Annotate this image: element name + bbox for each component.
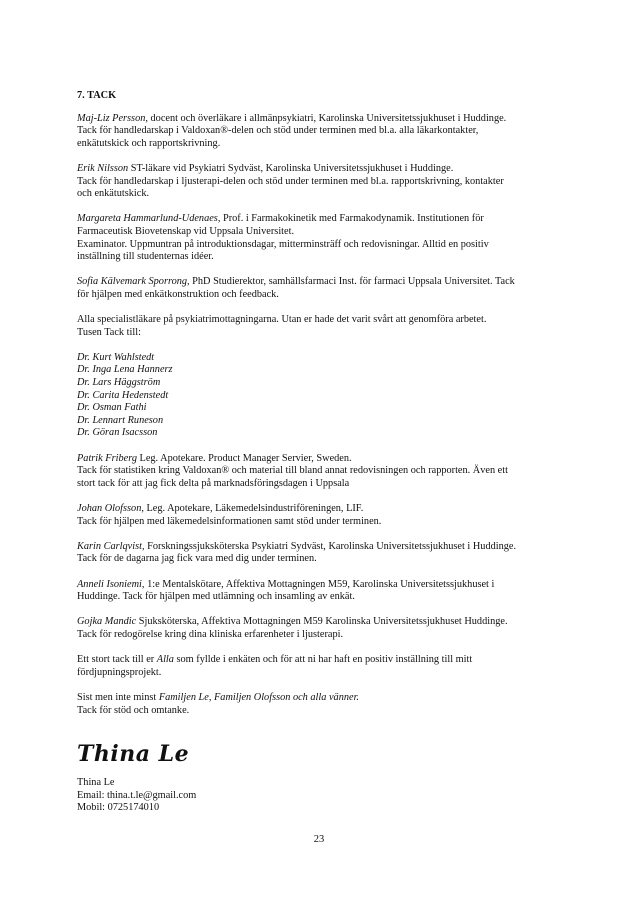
ack-text: Examinator. Uppmuntran på introduktionsdagar, mitterminsträff och redovisningar. Alltid en positiv — [77, 238, 489, 250]
person-title: Leg. Apotekare. Product Manager Servier, Sweden. — [136, 452, 352, 464]
doctor-name: Dr. Göran Isacsson — [77, 427, 158, 439]
ack-text: Tack för hjälpen med läkemedelsinformationen samt stöd under terminen. — [77, 515, 382, 527]
doctor-name: Dr. Kurt Wahlstedt — [77, 351, 155, 363]
ack-text: Tack för handledarskap i Valdoxan®-delen och stöd under terminen med bl.a. alla läkarkontakter, — [77, 125, 479, 137]
person-title: , Forskningssjuksköterska Psykiatri Sydväst, Karolinska Universitetssjukhuset i Huddinge. — [141, 540, 517, 552]
ack-text: som fyllde i enkäten och för att ni har haft en positiv inställning till mitt — [173, 654, 473, 666]
contact-mobile: Mobil: 0725174010 — [77, 802, 160, 814]
person-title: , docent och överläkare i allmänpsykiatri, Karolinska Universitetssjukhuset i Huddinge. — [145, 112, 507, 124]
ack-text: Alla specialistläkare på psykiatrimottagningarna. Utan er hade det varit svårt att genomföra arbetet. — [77, 314, 487, 326]
person-name: Maj-Liz Persson — [77, 112, 146, 124]
person-title: , Leg. Apotekare, Läkemedelsindustriföreningen, LIF. — [141, 503, 364, 514]
handwritten-signature: Thina Le — [77, 741, 190, 768]
person-name: Patrik Friberg — [77, 452, 137, 464]
ack-specialists — [77, 314, 557, 339]
ack-sofia-kalvemark-sporrong — [77, 276, 557, 301]
ack-text: Farmaceutisk Biovetenskap vid Uppsala Universitet. — [77, 225, 295, 237]
person-title: , PhD Studierektor, samhällsfarmaci Inst. för farmaci Uppsala Universitet. Tack — [187, 276, 515, 288]
ack-gojka-mandic — [77, 616, 557, 641]
person-name: Margareta Hammarlund-Udenaes — [77, 213, 218, 225]
doctor-name: Dr. Lars Häggström — [77, 377, 161, 389]
contact-info — [77, 777, 557, 815]
ack-text: och enkätutskick. — [77, 188, 150, 200]
ack-text: Tusen Tack till: — [77, 326, 141, 338]
ack-text: Tack för redogörelse kring dina kliniska erfarenheter i ljusterapi. — [77, 628, 344, 640]
ack-text: fördjupningsprojekt. — [77, 666, 162, 678]
contact-name: Thina Le — [77, 777, 115, 789]
ack-text: enkätutskick och rapportskrivning. — [77, 137, 221, 149]
person-name: Johan Olofsson — [77, 503, 142, 514]
ack-erik-nilsson — [77, 163, 557, 201]
person-title: , 1:e Mentalskötare, Affektiva Mottagningen M59, Karolinska Universitetssjukhuset i — [141, 578, 495, 590]
person-name: Gojka Mandic — [77, 616, 137, 628]
page-number: 23 — [313, 834, 325, 845]
ack-patrik-friberg — [77, 453, 557, 491]
ack-text: Sist men inte minst — [77, 691, 159, 703]
ack-karin-carlqvist — [77, 541, 557, 566]
emphasis: Familjen Le, Familjen Olofsson och alla vänner. — [158, 691, 360, 703]
doctor-list — [77, 352, 557, 440]
document-page — [77, 90, 557, 827]
ack-margareta-hammarlund-udenaes — [77, 213, 557, 263]
doctor-name: Dr. Lennart Runeson — [77, 414, 164, 426]
contact-email: Email: thina.t.le@gmail.com — [77, 789, 197, 801]
person-title: Sjuksköterska, Affektiva Mottagningen M59 Karolinska Universitetssjukhuset Huddinge. — [136, 616, 508, 628]
ack-family — [77, 692, 557, 717]
person-title: ST-läkare vid Psykiatri Sydväst, Karolinska Universitetssjukhuset i Huddinge. — [128, 162, 454, 174]
ack-text: Tack för statistiken kring Valdoxan® och material till bland annat redovisningen och rapporten. Även ett — [77, 465, 508, 477]
emphasis: Alla — [156, 654, 174, 666]
person-title: , Prof. i Farmakokinetik med Farmakodynamik. Institutionen för — [217, 213, 484, 225]
ack-text: stort tack för att jag fick delta på marknadsföringsdagen i Uppsala — [77, 477, 350, 489]
person-name: Sofia Kälvemark Sporrong — [77, 276, 188, 288]
ack-text: Ett stort tack till er — [77, 654, 157, 666]
section-heading: 7. TACK — [77, 90, 117, 101]
ack-text: Tack för handledarskap i ljusterapi-delen och stöd under terminen med bl.a. rapportskrivning, kontakter — [77, 175, 504, 187]
doctor-name: Dr. Carita Hedenstedt — [77, 389, 169, 401]
ack-text: för hjälpen med enkätkonstruktion och feedback. — [77, 288, 279, 300]
ack-text: Tack för stöd och omtanke. — [77, 704, 190, 716]
ack-text: inställning till studenternas idéer. — [77, 251, 214, 263]
person-name: Karin Carlqvist — [77, 540, 142, 552]
doctor-name: Dr. Osman Fathi — [77, 402, 147, 414]
ack-anneli-isoniemi — [77, 579, 557, 604]
ack-johan-olofsson — [77, 503, 557, 528]
ack-all-respondents — [77, 654, 557, 679]
ack-maj-liz-persson — [77, 113, 557, 151]
person-name: Erik Nilsson — [77, 162, 129, 174]
doctor-name: Dr. Inga Lena Hannerz — [77, 364, 173, 376]
ack-text: Tack för de dagarna jag fick vara med dig under terminen. — [77, 553, 317, 565]
person-name: Anneli Isoniemi — [77, 578, 142, 590]
ack-text: Huddinge. Tack för hjälpen med utlämning och insamling av enkät. — [77, 591, 355, 603]
